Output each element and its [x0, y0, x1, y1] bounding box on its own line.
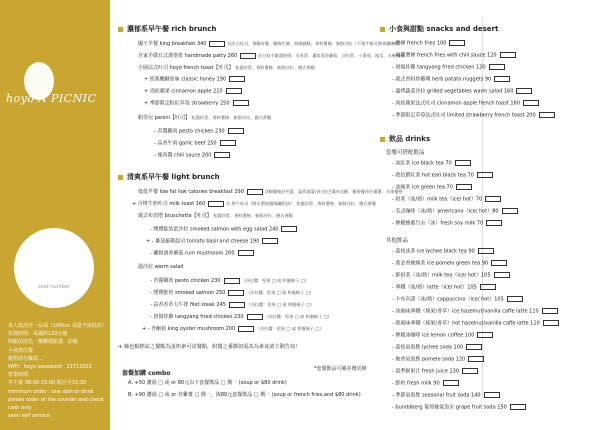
item-name: - bundaberg 葡萄柚氣泡水 grape fruit soda 150: [392, 404, 507, 411]
order-box[interactable]: [486, 220, 502, 226]
item-name: - 當季鮮果汁 fresh juice 130: [392, 368, 460, 375]
item-desc: （沙拉醬：堅果 □ 或 和風柚子 □）: [245, 290, 314, 295]
drink-item[interactable]: [392, 332, 493, 340]
other-drinks-title: 其他飲品: [386, 238, 409, 244]
item-name: - 柚香氣泡飲 pomelo soda 120: [392, 356, 466, 363]
menu-item[interactable]: [154, 140, 236, 148]
snacks-title: [380, 24, 498, 34]
order-box[interactable]: [228, 290, 244, 296]
order-box[interactable]: [510, 404, 526, 410]
menu-item[interactable]: [150, 289, 314, 297]
drink-item[interactable]: [392, 392, 500, 400]
drink-item[interactable]: [392, 368, 478, 376]
order-box[interactable]: [443, 380, 459, 386]
order-box[interactable]: [455, 160, 471, 166]
rich-brunch-title-text: 濃郁系早午餐 rich brunch: [127, 25, 217, 33]
item-name: - 蒜香牛肉 garlic beef 250: [154, 140, 217, 147]
menu-item: [138, 212, 293, 220]
order-box[interactable]: [229, 302, 245, 308]
order-box[interactable]: [539, 112, 555, 118]
drink-item[interactable]: [392, 172, 493, 180]
order-box[interactable]: [480, 284, 496, 290]
note-line: semi self service: [8, 413, 50, 420]
drink-item[interactable]: [392, 356, 484, 364]
order-box[interactable]: [247, 189, 263, 195]
item-name: - 青醬雞肉 pesto chicken 230: [154, 128, 225, 135]
order-box[interactable]: [466, 344, 482, 350]
order-box[interactable]: [523, 100, 539, 106]
item-name: - 檸檬冰咖啡 ice lemon coffee 100: [392, 332, 475, 339]
brand-name: hoyo A PICNIC: [6, 92, 97, 105]
light-brunch-title: [118, 172, 220, 182]
order-box[interactable]: [500, 52, 516, 58]
combo-option-a[interactable]: A. +50 濃湯 □ 或 or 80元以下套餐飲品 □ 價一 (soup or $80 drink): [128, 380, 287, 386]
drinks-title-text: 飲品 drinks: [389, 135, 431, 143]
order-box[interactable]: [228, 128, 244, 134]
snack-item[interactable]: [392, 112, 555, 120]
note-line: 早午餐 08:30-15:00 假日至15:30: [8, 380, 87, 387]
item-name: 小園法式吐司 hoyo french toast【吐司】: [138, 65, 234, 71]
order-box[interactable]: [542, 308, 558, 314]
item-name: - 冰風味拿鐵（榛果/香草）ice hazelnut/vanilla caffe latte 110: [392, 308, 539, 315]
order-box[interactable]: [477, 332, 493, 338]
item-name: - 萬金香柚綠茶 ice pomelo green tea 90: [392, 260, 489, 267]
menu-item[interactable]: [132, 200, 376, 208]
drink-item[interactable]: [392, 404, 526, 412]
note-line: WIFI：hoyo password：23712022: [8, 364, 92, 371]
order-box[interactable]: [224, 278, 240, 284]
combo-title: 套餐加購 combo: [122, 370, 171, 377]
drink-item[interactable]: [392, 248, 494, 256]
menu-item[interactable]: [144, 88, 242, 96]
snack-item[interactable]: [392, 64, 505, 72]
order-box[interactable]: [238, 250, 254, 256]
order-box[interactable]: [507, 296, 523, 302]
snack-item[interactable]: [392, 52, 516, 60]
info-notes: [8, 322, 108, 420]
item-name: 低低早餐 low fat low calories breakfast 290: [138, 189, 244, 195]
drink-item[interactable]: [392, 208, 518, 216]
item-desc: （沙拉醬：堅果 □ 或 和風柚子 □）: [255, 326, 324, 331]
item-name: - 煙燻鮭魚 smoked salmon 250: [150, 290, 226, 296]
item-desc: 松露炒蛋、香料薯條、新鮮沙拉、德式香腸: [191, 115, 272, 120]
item-desc: 含自家手做漢堡排、水煮蛋、蘆筍蒸炒蘑菇、沙拉蛋、小番茄、地瓜、水果優格: [257, 53, 405, 58]
item-name: - 鮮奶茶（冰/熱）milk tea（ice/ hot）105: [392, 272, 491, 279]
item-desc: （沙拉醬：堅果 □ 或 和風柚子 □）: [264, 314, 332, 319]
note-line: 每人低消任一品項（100cm 須量不需低消）: [8, 323, 107, 329]
set-drinks-title: 套餐可搭配飲品: [386, 150, 425, 156]
item-desc: 含法式吐司、香腸炸薯、雞胸生條、照燒豬腿、香料薯條、新鮮沙拉（不挑牛排可換香醬咖啡）: [227, 41, 403, 46]
menu-item[interactable]: [138, 52, 404, 60]
order-box[interactable]: [494, 76, 510, 82]
menu-item[interactable]: [142, 325, 323, 333]
menu-item[interactable]: [138, 40, 403, 48]
note-line: 小孩禁用餐: [8, 347, 34, 354]
menu-item[interactable]: [150, 301, 314, 309]
item-desc: （沙拉醬：堅果 □ 或 和風柚子 □）: [246, 302, 315, 307]
item-name: - 唐揚炸雞 tangyang fried chicken 230: [150, 314, 244, 320]
order-box[interactable]: [484, 392, 500, 398]
order-box[interactable]: [462, 368, 478, 374]
order-box[interactable]: [502, 208, 518, 214]
item-name: + 肉桂蘋果 cinnamon apple 210: [144, 88, 223, 95]
item-name: 國王早餐 king breakfast 340: [138, 41, 207, 47]
item-name: 溫沙拉 warm salad: [138, 264, 184, 270]
section-dot: [380, 27, 385, 32]
order-box[interactable]: [449, 40, 465, 46]
order-box[interactable]: [226, 88, 242, 94]
item-name: - 檸檬蜂蜜汽水（冰）fresh soy milk 70: [392, 220, 484, 227]
note-line: 寵物請勿戴或...: [8, 355, 43, 362]
item-name: - 義式香料炒雞塊 herb potato nuggets 90: [392, 76, 492, 83]
note-line: cash only: [8, 405, 32, 412]
item-name: - 美式咖啡（冰/熱）americano（ice/ hot）80: [392, 208, 499, 215]
item-name: - 冰綠茶 ice green tea 70: [392, 184, 453, 191]
light-brunch-title-text: 清爽系早午餐 light brunch: [127, 173, 220, 181]
menu-item[interactable]: [154, 128, 244, 136]
drinks-title: [380, 134, 430, 144]
order-box[interactable]: [208, 201, 224, 207]
order-box[interactable]: [281, 226, 297, 232]
drink-item[interactable]: [392, 184, 472, 192]
note-line: 開點前請先一樓櫃檯點餐、結帳: [8, 339, 79, 346]
item-name: - 奶茶（冰/熱）milk tea（ice/ hot）70: [392, 196, 483, 203]
item-name: - 蒜香香草力牛排 filet steak 245: [150, 302, 226, 308]
snack-item[interactable]: [392, 40, 465, 48]
item-desc: 松露炒蛋、香料薯條、新鮮沙拉、德式香腸: [213, 213, 293, 218]
item-name: 帕里尼 panini【吐司】: [138, 115, 190, 121]
order-box[interactable]: [214, 152, 230, 158]
note-line: minimum order : one dish or drink: [8, 388, 94, 395]
order-box[interactable]: [516, 88, 532, 94]
section-dot: [118, 175, 123, 180]
order-box[interactable]: [543, 320, 559, 326]
drink-item[interactable]: [392, 284, 496, 292]
order-box[interactable]: [229, 76, 245, 82]
drink-item[interactable]: [392, 220, 502, 228]
item-name: - 冰紅茶 ice black tea 70: [392, 160, 452, 167]
section-dot: [118, 27, 123, 32]
item-name: - 煙燻鮭魚蛋沙拉 smoked salmon with egg salad 240: [150, 226, 279, 233]
item-name: - 熱風味拿鐵（榛果/香草）hot hazelnut/vanilla caffe latte 110: [392, 320, 540, 327]
order-box[interactable]: [233, 100, 249, 106]
order-box[interactable]: [491, 260, 507, 266]
sidebar: [0, 0, 110, 430]
item-desc: （沙拉醬：堅果 □ 或 和風柚子 □）: [241, 278, 309, 283]
item-name: - 鮮奶 fresh milk 90: [392, 380, 440, 387]
combo-option-b[interactable]: B. +90 濃湯 □ 或 or 炸雞薯 □ 價一，與80元套餐飲品 □ 價一 (soup or french fries,and $80 drink): [128, 392, 361, 398]
vegetarian-note: + 綠色點標誌之餐點為蛋奶素可食餐點，附餐之番醬如需改為素食請主動告知！: [118, 344, 301, 350]
menu-item[interactable]: [154, 152, 230, 160]
item-name: - 肉醬薯條 french fries with chili sauce 120: [392, 52, 497, 59]
item-name: - 拿鐵（冰/熱）latte（ice/ hot）105: [392, 284, 477, 291]
item-name: + - 杏鮑菇 king oyster mushroom 200: [142, 326, 236, 332]
item-desc: 含蝦雞捲舒芙蕾、溫煮蔬菜沙拉佐巴薩米克醋、糙麥優沙拉蕃薯、水果優格: [264, 189, 403, 194]
item-name: - 季節限定草莓法式吐司 limited strawberry french toast 200: [392, 112, 536, 119]
note-line: please order at the counter and check: [8, 396, 104, 403]
snacks-title-text: 小食與甜點 snacks and desert: [389, 25, 499, 33]
combo-drink-note: *套餐飲品可補差價更換: [314, 366, 367, 372]
drink-item[interactable]: [392, 196, 501, 204]
item-desc: 松露炒蛋、香料薯條、新鮮沙拉、德式香腸: [235, 65, 315, 70]
item-name: + 經典楓糖原味 classic honey 190: [144, 76, 227, 83]
order-box[interactable]: [240, 53, 256, 59]
item-name: + 自烤牛奶吐司 milk toast 160: [132, 201, 206, 207]
item-name: 自家手做日式漢堡排 handmade patty 260: [138, 53, 238, 59]
order-box[interactable]: [209, 41, 225, 47]
drink-item[interactable]: [392, 296, 523, 304]
drink-item[interactable]: [392, 380, 459, 388]
item-desc: 含 厚片吐司（附自製果醬與鹹奶油）、松露炒蛋、香料薯條、新鮮沙拉、德式香腸: [225, 201, 376, 206]
menu-item[interactable]: [150, 226, 297, 234]
item-name: - 唐揚炸雞 tangyang fried chicken 130: [392, 64, 486, 71]
item-name: - 卡布奇諾（冰/熱）cappuccino（ice/ hot）105: [392, 296, 504, 303]
item-name: - 肉桂蘋果法式吐司 cinnamon apple french toast 160: [392, 100, 520, 107]
item-name: + 季節限定粉紅草莓 strawberry 250: [144, 100, 230, 107]
item-name: - 溫烤蔬菜沙拉 grilled vegetables warm salad 160: [392, 88, 514, 95]
menu-item[interactable]: [146, 238, 278, 246]
item-name: - 荔枝冰茶 ice lychee black tea 90: [392, 248, 475, 255]
item-name: - 辣肉醬 chili sauce 200: [154, 152, 212, 159]
snack-item[interactable]: [392, 100, 539, 108]
note-line: 營業時間: [8, 372, 29, 379]
order-box[interactable]: [456, 184, 472, 190]
drink-item[interactable]: [392, 160, 471, 168]
drink-item[interactable]: [392, 344, 482, 352]
order-box[interactable]: [478, 248, 494, 254]
drink-item[interactable]: [392, 320, 559, 328]
order-box[interactable]: [238, 326, 254, 332]
item-name: - 荔枝氣泡飲 lychee soda 100: [392, 344, 464, 351]
item-name: + - 蕃茄羅勒起司 tomato basil and cheese 190: [146, 238, 260, 245]
order-box[interactable]: [477, 172, 493, 178]
menu-item[interactable]: [150, 250, 254, 258]
order-box[interactable]: [489, 64, 505, 70]
menu-item[interactable]: [150, 313, 332, 321]
order-box[interactable]: [485, 196, 501, 202]
snack-item[interactable]: [392, 88, 532, 96]
order-box[interactable]: [494, 272, 510, 278]
item-name: - 薯條 french fries 100: [392, 40, 447, 47]
item-name: - 蘭姆酒香蘑菇 rum mushroom 200: [150, 250, 235, 257]
note-line: 用餐時間：每滿時120分鐘: [8, 331, 68, 338]
section-dot: [380, 137, 385, 142]
menu-item: [138, 64, 315, 72]
rich-brunch-title: [118, 24, 216, 34]
menu-item[interactable]: [144, 100, 249, 108]
menu-item[interactable]: [138, 188, 403, 196]
drink-item[interactable]: [392, 308, 558, 316]
item-name: - 熱伯爵紅茶 hot earl black tea 70: [392, 172, 474, 179]
item-name: 義式布切塔 bruschetta【吐司】: [138, 213, 212, 219]
menu-item[interactable]: [150, 277, 309, 285]
menu-item[interactable]: [144, 76, 245, 84]
drink-item[interactable]: [392, 260, 507, 268]
menu-item: [138, 264, 183, 271]
item-name: - 青醬雞肉 pesto chicken 230: [150, 278, 221, 284]
order-box[interactable]: [220, 140, 236, 146]
order-box[interactable]: [247, 314, 263, 320]
order-box[interactable]: [262, 238, 278, 244]
seat-number-label: seat number: [38, 284, 70, 290]
item-name: - 季節氣泡飲 seasonal fruit soda 140: [392, 392, 481, 399]
menu-body: [110, 0, 600, 430]
order-box[interactable]: [468, 356, 484, 362]
menu-item: [138, 114, 271, 122]
drink-item[interactable]: [392, 272, 510, 280]
seat-number-field[interactable]: [14, 228, 94, 308]
snack-item[interactable]: [392, 76, 510, 84]
